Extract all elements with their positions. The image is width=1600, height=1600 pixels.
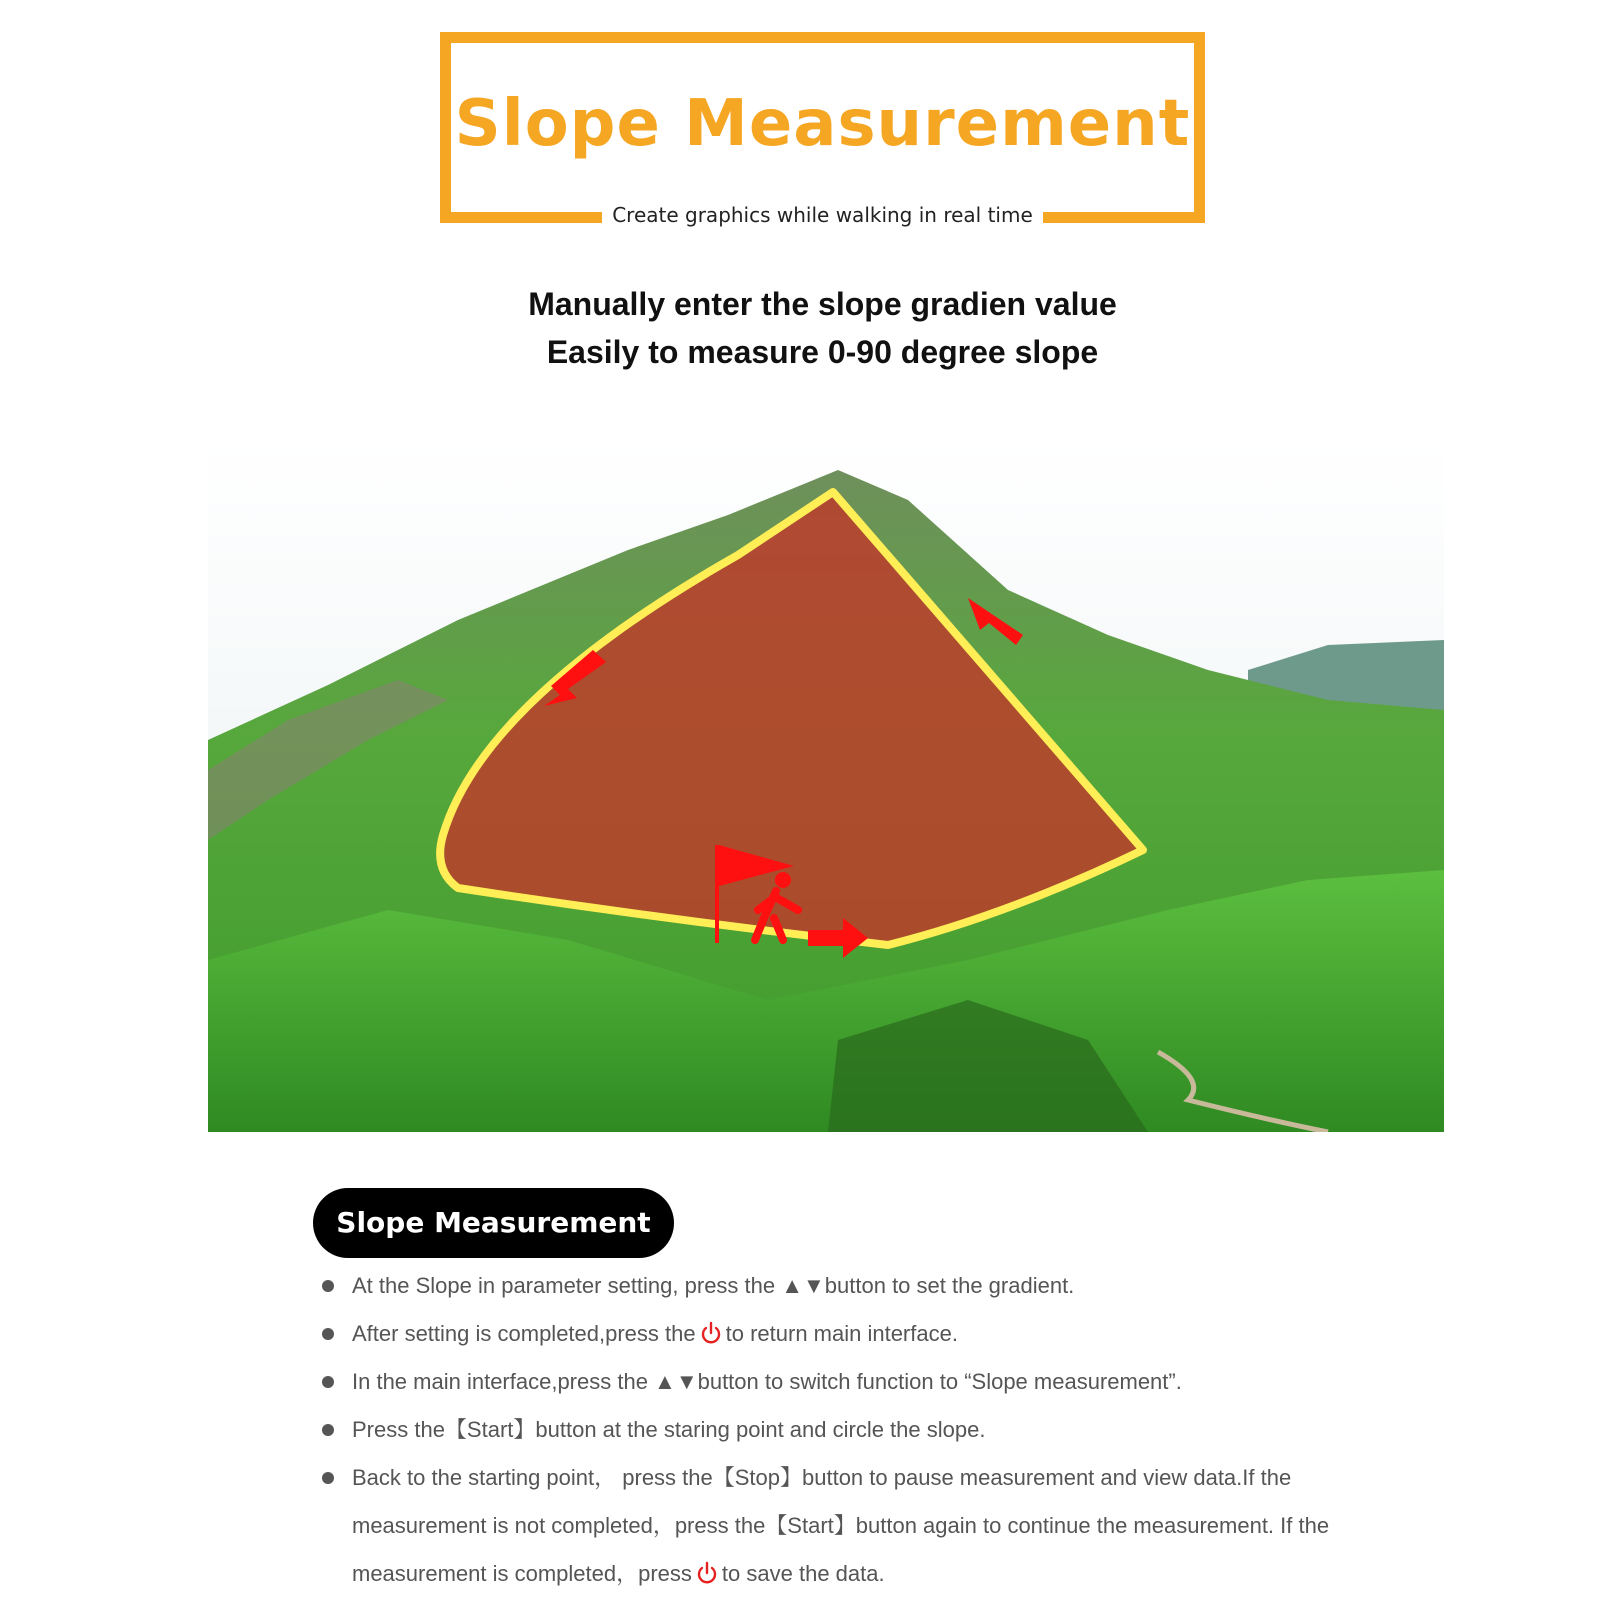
step-text: At the Slope in parameter setting, press the ▲▼button to set the gradient. xyxy=(352,1273,1075,1298)
list-item xyxy=(318,1262,1358,1310)
bullet-icon xyxy=(322,1424,334,1436)
bullet-icon xyxy=(322,1328,334,1340)
mountain-slope-photo xyxy=(208,440,1444,1132)
step-text: to save the data. xyxy=(721,1561,885,1586)
section-badge: Slope Measurement xyxy=(313,1188,674,1258)
power-icon xyxy=(696,1561,718,1585)
headline-line-1: Manually enter the slope gradien value xyxy=(528,286,1117,322)
bullet-icon xyxy=(322,1376,334,1388)
page-subtitle xyxy=(0,202,1600,228)
headline-line-2: Easily to measure 0-90 degree slope xyxy=(546,334,1099,370)
list-item xyxy=(318,1406,1358,1454)
step-text: Press the【Start】button at the staring point and circle the slope. xyxy=(352,1417,986,1442)
step-text: In the main interface,press the ▲▼button to switch function to “Slope measurement”. xyxy=(352,1369,1182,1394)
list-item xyxy=(318,1358,1358,1406)
steps-list xyxy=(318,1262,1358,1598)
headline xyxy=(0,280,1600,376)
step-text: Back to the starting point， press the【Stop】button to pause measurement and view data.If the measurement is not completed，press the【Start】button again to continue the measurement. If the measurement is completed，press xyxy=(352,1465,1330,1586)
page-title: Slope Measurement xyxy=(454,87,1191,161)
list-item xyxy=(318,1454,1358,1598)
power-icon xyxy=(700,1321,722,1345)
subtitle-text: Create graphics while walking in real time xyxy=(602,203,1043,227)
bullet-icon xyxy=(322,1472,334,1484)
bullet-icon xyxy=(322,1280,334,1292)
list-item xyxy=(318,1310,1358,1358)
step-text: to return main interface. xyxy=(725,1321,958,1346)
step-text: After setting is completed,press the xyxy=(352,1321,696,1346)
